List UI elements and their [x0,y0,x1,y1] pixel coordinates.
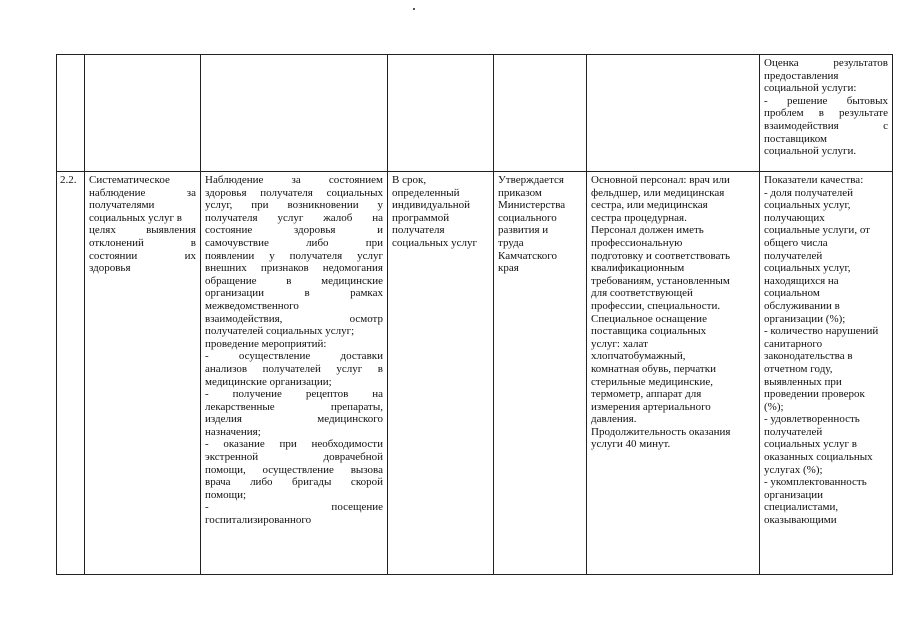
text-line: стерильные медицинские, [591,375,713,388]
text-line: социальных услуг, [764,262,851,275]
text-line: Оценка результатов [764,57,888,69]
text-line: сестра, или медицинская [591,199,708,212]
text-line: Специальное оснащение [591,312,707,325]
text-line: организации [764,488,824,501]
text-line: Утверждается [498,174,564,186]
text-line: помощи; [205,488,247,501]
text-line: подготовку и соответствовать [591,249,730,262]
text-line: давления. [591,413,637,426]
text-line: выявленных при [764,375,842,388]
text-line: определенный [392,186,460,199]
text-line: - укомплектованность [764,476,867,489]
text-line: социальных услуг в [764,438,857,451]
text-line: получателями [89,199,155,212]
text-line: целях выявления [89,224,196,237]
cell-service-conditions [587,172,760,575]
text-line: здоровья получателя социальных [205,186,383,199]
text-line: здоровья [89,262,131,275]
text-line: внешних признаков недомогания [205,262,383,275]
text-line: появлении у получателя услуг [205,249,383,262]
cell-empty [85,55,201,172]
services-table [56,54,893,575]
text-line: социальные услуги, от [764,224,870,237]
text-line: профессиональную [591,236,683,249]
text-line: отклонений в [89,236,196,249]
text-line: индивидуальной [392,199,471,212]
text-line: взаимодействия с [764,119,888,132]
text-line: помощи, осуществление вызова [205,463,383,476]
text-line: лекарственные препараты, [205,400,383,413]
cell-empty [494,55,587,172]
text-line: состояние здоровья и [205,224,383,237]
text-line: предоставления [764,69,839,82]
text-line: санитарного [764,337,823,350]
text-line: - удовлетворенность [764,413,860,426]
text-line: получателя [392,224,445,237]
text-line: наблюдение за [89,186,196,199]
text-line: - получение рецептов на [205,388,383,401]
text-line: общего числа [764,236,828,249]
text-line: оказывающими [764,514,837,527]
text-line: госпитализированного [205,514,312,527]
text-line: проблем в результате [764,107,888,120]
text-line: социальных услуг, [764,199,851,212]
text-line: анализов получателей услуг в [205,362,383,375]
text-line: Камчатского [498,249,558,262]
text-line: (%); [764,400,784,413]
text-line: получателей [764,425,823,438]
text-line: социальной услуги: [764,82,857,95]
text-line: обращение в медицинские [205,274,383,287]
text-line: - количество нарушений [764,325,879,338]
text-line: Основной персонал: врач или [591,174,730,186]
text-line: получающих [764,211,825,224]
text-line: измерения артериального [591,400,711,413]
page-dot [413,8,415,10]
text-line: В срок, [392,174,427,186]
text-line: отчетном году, [764,362,833,375]
text-line: Наблюдение за состоянием [205,174,383,186]
text-line: назначения; [205,425,261,438]
cell-service-quality [760,172,893,575]
cell-service-name [85,172,201,575]
text-line: взаимодействия, осмотр [205,312,383,325]
text-line: труда [498,236,524,249]
text-line: проведении проверок [764,388,865,401]
cell-empty [587,55,760,172]
text-line: межведомственного [205,299,299,312]
text-line: состоянии их [89,249,196,262]
text-line: поставщиком [764,132,827,145]
cell-quality-eval [760,55,893,172]
text-line: медицинские организации; [205,375,332,388]
cell-empty [388,55,494,172]
cell-service-period [388,172,494,575]
text-line: услуг, при возникновении у [205,199,383,212]
text-line: организации (%); [764,312,846,325]
text-line: социальных услуг в [89,211,182,224]
service-number: 2.2. [60,174,77,186]
text-line: - оказание при необходимости [205,438,383,451]
text-line: услугах (%); [764,463,823,476]
text-line: получателей социальных услуг; [205,325,355,338]
table-row-top [57,55,893,172]
text-line: - осуществление доставки [205,350,383,363]
cell-service-number [57,172,85,575]
cell-empty [201,55,388,172]
text-line: комнатная обувь, перчатки [591,362,716,375]
text-line: социальных услуг [392,236,478,249]
text-line: термометр, аппарат для [591,388,702,401]
text-line: самочувствие либо при [205,236,383,249]
text-line: программой [392,211,450,224]
text-line: находящихся на [764,274,839,287]
text-line: обслуживании в [764,299,840,312]
text-line: социальном [764,287,820,300]
text-line: специалистами, [764,501,839,514]
text-line: Показатели качества: [764,174,864,186]
text-line: организации в рамках [205,287,383,300]
text-line: поставщика социальных [591,325,707,338]
text-line: хлопчатобумажный, [591,350,686,363]
text-line: фельдшер, или медицинская [591,186,725,199]
text-line: Персонал должен иметь [591,224,704,237]
text-line: Министерства [498,199,566,212]
text-line: - доля получателей [764,186,853,199]
text-line: края [498,262,519,275]
text-line: врача либо бригады скорой [205,476,383,489]
text-line: законодательства в [764,350,853,363]
text-line: Продолжительность оказания [591,425,731,438]
text-line: развития и [498,224,549,237]
text-line: сестра процедурная. [591,211,687,224]
cell-service-content [201,172,388,575]
text-line: проведение мероприятий: [205,337,327,350]
table-row-service [57,172,893,575]
text-line: социального [498,211,557,224]
text-line: социальной услуги. [764,145,857,158]
text-line: - решение бытовых [764,94,888,107]
text-line: получателя услуг жалоб на [205,211,383,224]
text-line: требованиям, установленным [591,274,730,287]
text-line: квалификационным [591,262,685,275]
text-line: профессии, специальности. [591,299,721,312]
text-line: экстренной доврачебной [205,451,383,464]
cell-empty [57,55,85,172]
text-line: услуг: халат [591,337,648,350]
text-line: услуги 40 минут. [591,438,671,451]
text-line: получателей [764,249,823,262]
text-line: - посещение [205,501,383,514]
text-line: Систематическое [89,174,170,186]
text-line: для соответствующей [591,287,693,300]
text-line: приказом [498,186,542,199]
text-line: оказанных социальных [764,451,873,464]
cell-service-cost [494,172,587,575]
text-line: изделия медицинского [205,413,383,426]
